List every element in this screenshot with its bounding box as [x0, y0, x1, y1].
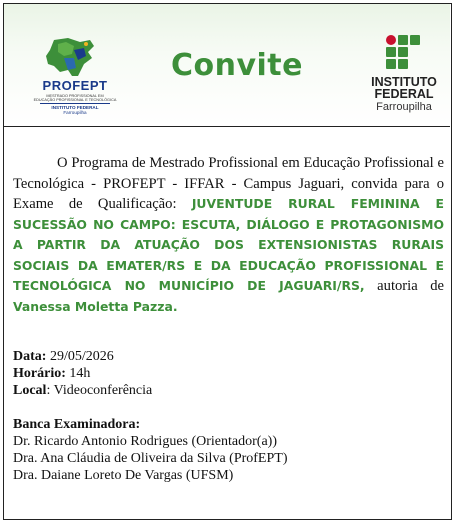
committee-heading: Banca Examinadora: — [13, 417, 141, 432]
thesis-title: JUVENTUDE RURAL FEMININA E SUCESSÃO NO CAMPO: ESCUTA, DIÁLOGO E PROTAGONISMO A PARTIR DA ATUAÇÃO DOS EXTENSIONISTAS RURAIS SOCIAIS DA EMATER/RS E DA EDUCAÇÃO PROFISSIONAL E TECNOLÓGICA NO MUNICÍPIO DE JAGUARI/RS, — [13, 196, 444, 293]
committee-member: Dra. Daiane Loreto De Vargas (UFSM) — [13, 468, 234, 483]
time-label: Horário: — [13, 366, 66, 381]
profept-campus: Farroupilha — [63, 110, 87, 115]
header-banner — [4, 4, 450, 127]
invitation-card — [3, 3, 452, 520]
profept-name: PROFEPT — [42, 78, 108, 93]
location-label: Local — [13, 383, 47, 398]
profept-subtitle — [26, 94, 124, 103]
profept-institution: INSTITUTO FEDERAL — [40, 103, 110, 110]
invitation-intro: O Programa de Mestrado Profissional em Educação Profissional e Tecnológica - PROFEPT - IFFAR - Campus Jaguari, convida para o Exame de Qualificação: — [13, 155, 444, 212]
date-row — [13, 348, 444, 365]
instituto-federal-logo — [385, 34, 421, 70]
page-title: Convite — [170, 48, 303, 83]
if-campus: Farroupilha — [376, 101, 432, 113]
date-label: Data: — [13, 349, 47, 364]
profept-subtitle-line1: MESTRADO PROFISSIONAL EM — [46, 94, 104, 98]
examining-committee — [13, 416, 444, 484]
profept-subtitle-line2: EDUCAÇÃO PROFISSIONAL E TECNOLÓGICA — [33, 98, 117, 103]
author-name: Vanessa Moletta Pazza. — [13, 298, 178, 314]
committee-member: Dr. Ricardo Antonio Rodrigues (Orientador(a)) — [13, 434, 277, 449]
invitation-paragraph — [13, 153, 444, 317]
exam-details — [13, 348, 444, 399]
date-value: 29/05/2026 — [46, 349, 114, 364]
committee-member: Dra. Ana Cláudia de Oliveira da Silva (ProfEPT) — [13, 451, 288, 466]
time-value: 14h — [65, 366, 91, 381]
author-prefix: autoria de — [364, 278, 444, 294]
if-name-line2: FEDERAL — [374, 87, 434, 101]
location-value: : Videoconferência — [46, 383, 153, 398]
if-name-line1: INSTITUTO — [371, 75, 437, 89]
time-row — [13, 365, 444, 382]
location-row — [13, 382, 444, 399]
